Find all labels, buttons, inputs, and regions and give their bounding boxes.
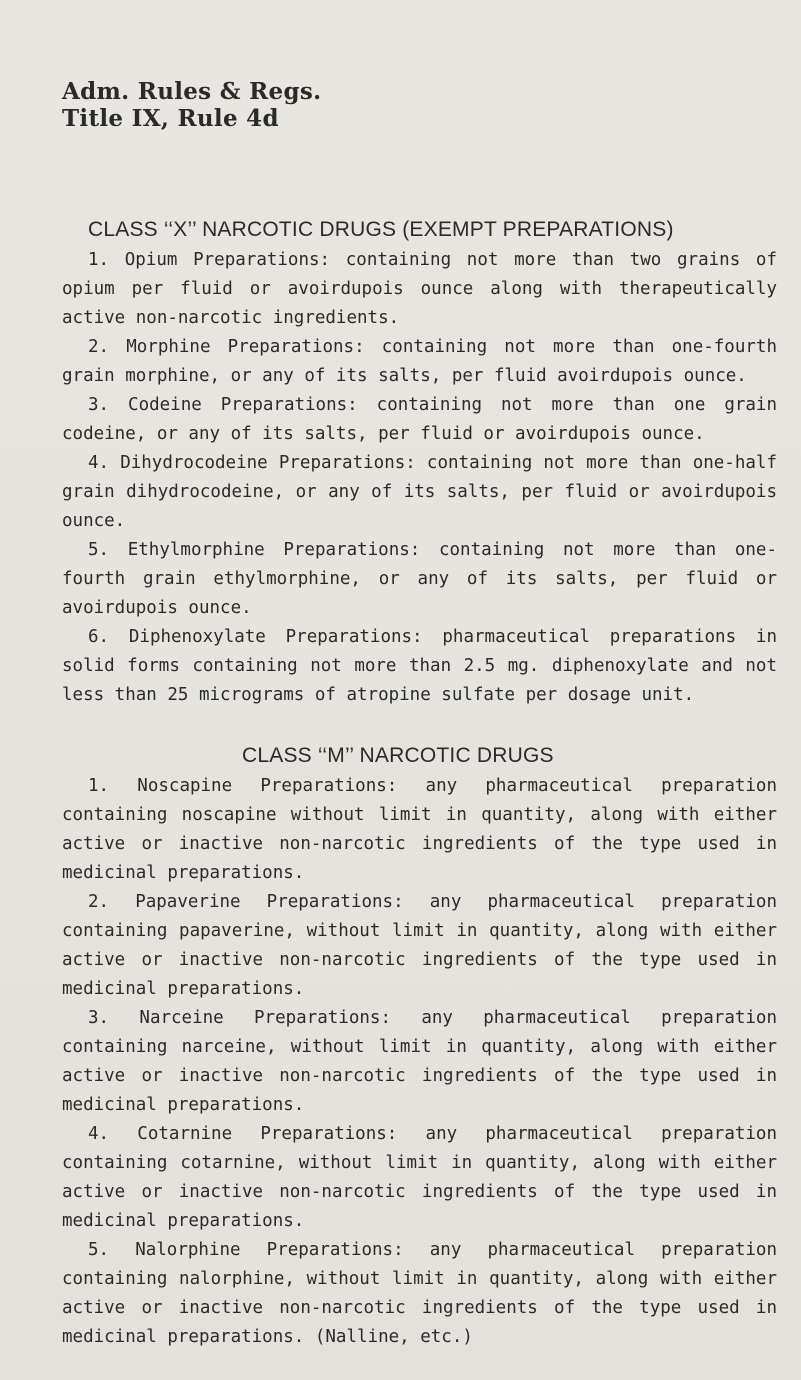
class-x-item-4: 4. Dihydrocodeine Preparations: containing not more than one-half grain dihydrocodeine, or any of its salts, per fluid or avoirdupois ounce.	[62, 453, 777, 531]
class-x-item-1: 1. Opium Preparations: containing not more than two grains of opium per fluid or avoirdupois ounce along with therapeutically active non-narcotic ingredients.	[62, 250, 777, 328]
class-x-item-3: 3. Codeine Preparations: containing not more than one grain codeine, or any of its salts, per fluid or avoirdupois ounce.	[62, 395, 777, 444]
class-x-heading: CLASS ‘‘X’’ NARCOTIC DRUGS (EXEMPT PREPARATIONS)	[88, 218, 674, 241]
class-m-item-4: 4. Cotarnine Preparations: any pharmaceutical preparation containing cotarnine, without limit in quantity, along with either active or inactive non-narcotic ingredients of the type used in medicinal preparations.	[62, 1124, 777, 1231]
header-title-rule: Title IX, Rule 4d	[62, 105, 279, 132]
class-m-item-3: 3. Narceine Preparations: any pharmaceutical preparation containing narceine, without limit in quantity, along with either active or inactive non-narcotic ingredients of the type used in medicinal preparations.	[62, 1008, 777, 1115]
class-x-section	[62, 216, 777, 710]
class-x-item-2: 2. Morphine Preparations: containing not more than one-fourth grain morphine, or any of its salts, per fluid avoirdupois ounce.	[62, 337, 777, 386]
class-m-section	[62, 742, 777, 1352]
class-m-item-5: 5. Nalorphine Preparations: any pharmaceutical preparation containing nalorphine, without limit in quantity, along with either active or inactive non-narcotic ingredients of the type used in medicinal preparations. (Nalline, etc.)	[62, 1240, 777, 1347]
header-rules-title: Adm. Rules & Regs.	[62, 78, 322, 105]
class-x-item-6: 6. Diphenoxylate Preparations: pharmaceutical preparations in solid forms containing not more than 2.5 mg. diphenoxylate and not less than 25 micrograms of atropine sulfate per dosage unit.	[62, 627, 777, 705]
class-m-heading: CLASS ‘‘M’’ NARCOTIC DRUGS	[242, 744, 554, 767]
page-header	[62, 78, 777, 132]
class-x-item-5: 5. Ethylmorphine Preparations: containing not more than one-fourth grain ethylmorphine, or any of its salts, per fluid or avoirdupois ounce.	[62, 540, 777, 618]
class-m-item-2: 2. Papaverine Preparations: any pharmaceutical preparation containing papaverine, without limit in quantity, along with either active or inactive non-narcotic ingredients of the type used in medicinal preparations.	[62, 892, 777, 999]
class-m-item-1: 1. Noscapine Preparations: any pharmaceutical preparation containing noscapine without limit in quantity, along with either active or inactive non-narcotic ingredients of the type used in medicinal preparations.	[62, 776, 777, 883]
